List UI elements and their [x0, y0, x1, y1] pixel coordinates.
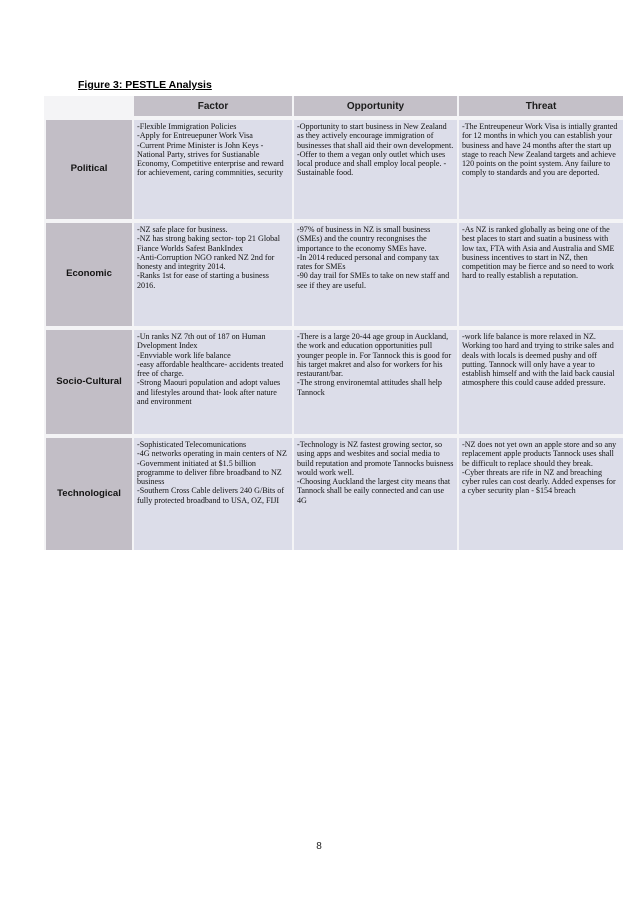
- row-technological: [45, 436, 623, 550]
- cell-socio-cultural-threat: [458, 328, 623, 436]
- row-socio-cultural: [45, 328, 623, 436]
- cell-text: -There is a large 20-44 age group in Auckland, the work and education opportunities pull younger people in. For Tannock this is good for his target makret and also for workers for his restaurant/bar. -The strong environemtal attitudes shall help Tannock: [297, 332, 452, 397]
- row-label-socio-cultural: Socio-Cultural: [45, 328, 133, 436]
- row-label-economic: Economic: [45, 221, 133, 328]
- cell-political-threat: [458, 118, 623, 221]
- cell-text: -Opportunity to start business in New Zealand as they actively encourage immigration of businesses that shall aid their own development. -Offer to them a vegan only outlet which uses local produce and shall employ local people. -Sustainable food.: [297, 122, 454, 178]
- cell-socio-cultural-factor: [133, 328, 293, 436]
- cell-text: -Un ranks NZ 7th out of 187 on Human Dvelopment Index -Envviable work life balance -easy affordable healthcare- accidents treated free of charge. -Strong Maouri population and adopt values and lifestyles around that- look after nature and environment: [137, 332, 284, 407]
- cell-political-opportunity: [293, 118, 458, 221]
- cell-economic-opportunity: [293, 221, 458, 328]
- row-label-technological: Technological: [45, 436, 133, 550]
- cell-economic-factor: [133, 221, 293, 328]
- cell-economic-threat: [458, 221, 623, 328]
- cell-technological-threat: [458, 436, 623, 550]
- row-political: [45, 118, 623, 221]
- cell-text: -NZ does not yet own an apple store and so any replacement apple products Tannock uses shall be difficult to replace should they break. -Cyber threats are rife in NZ and breaching cyber rules can cost dearly. Added expenses for a cyber security plan - $154 breach: [462, 440, 617, 496]
- cell-text: -Sophisticated Telecomunications -4G networks operating in main centers of NZ -Government initiated at $1.5 billion programme to deliver fibre broadband to NZ business -Southern Cross Cable delivers 240 G/Bits of fully protected broadband to USA, OZ, FIJI: [137, 440, 287, 505]
- figure-caption: Figure 3: PESTLE Analysis: [78, 79, 212, 91]
- cell-socio-cultural-opportunity: [293, 328, 458, 436]
- cell-text: -work life balance is more relaxed in NZ. Working too hard and trying to strike sales and deals with locals is deemed pushy and off putting. Tannock will only have a year to establish himself and with the laid back causial atmosphere this could cause added pressure.: [462, 332, 615, 388]
- cell-text: -Flexible Immigration Policies -Apply for Entreuepuner Work Visa -Current Prime Minister is John Keys - National Party, strives for Sustianable Economy, Competitive enterprise and reward for achievement, caring commnities, security: [137, 122, 284, 178]
- cell-text: -NZ safe place for business. -NZ has strong baking sector- top 21 Global Fiance Worlds Safest BankIndex -Anti-Corruption NGO ranked NZ 2nd for honesty and integrity 2014. -Ranks 1st for ease of starting a business 2016.: [137, 225, 281, 290]
- cell-technological-factor: [133, 436, 293, 550]
- header-factor: Factor: [133, 96, 293, 118]
- cell-political-factor: [133, 118, 293, 221]
- header-threat: Threat: [458, 96, 623, 118]
- cell-text: -97% of business in NZ is small business (SMEs) and the country recongnises the importance to the economy SMEs have. -In 2014 reduced personal and company tax rates for SMEs -90 day trail for SMEs to take on new staff and see if they are useful.: [297, 225, 450, 290]
- header-row: [45, 96, 623, 118]
- page-number: 8: [316, 841, 322, 852]
- pestle-table: [44, 96, 623, 550]
- cell-technological-opportunity: [293, 436, 458, 550]
- row-label-political: Political: [45, 118, 133, 221]
- cell-text: -Technology is NZ fastest growing sector, so using apps and wesbites and social media to build reputation and promote Tannocks buisness would work well. -Choosing Auckland the largest city means that Tannock shall be eaily connected and can use 4G: [297, 440, 454, 505]
- cell-text: -The Entreupeneur Work Visa is intially granted for 12 months in which you can establish your business and have 24 months after the start up stage to reach New Zealand targets and achieve 120 points on the point system. Any failure to comply to standards and you are deported.: [462, 122, 618, 178]
- header-blank: [45, 96, 133, 118]
- cell-text: -As NZ is ranked globally as being one of the best places to start and suatin a business with low tax, FTA with Asia and Australia and SME business incentives to start in NZ, then competition may be fierce and so need to work hard to really establish a reputation.: [462, 225, 615, 281]
- header-opportunity: Opportunity: [293, 96, 458, 118]
- row-economic: [45, 221, 623, 328]
